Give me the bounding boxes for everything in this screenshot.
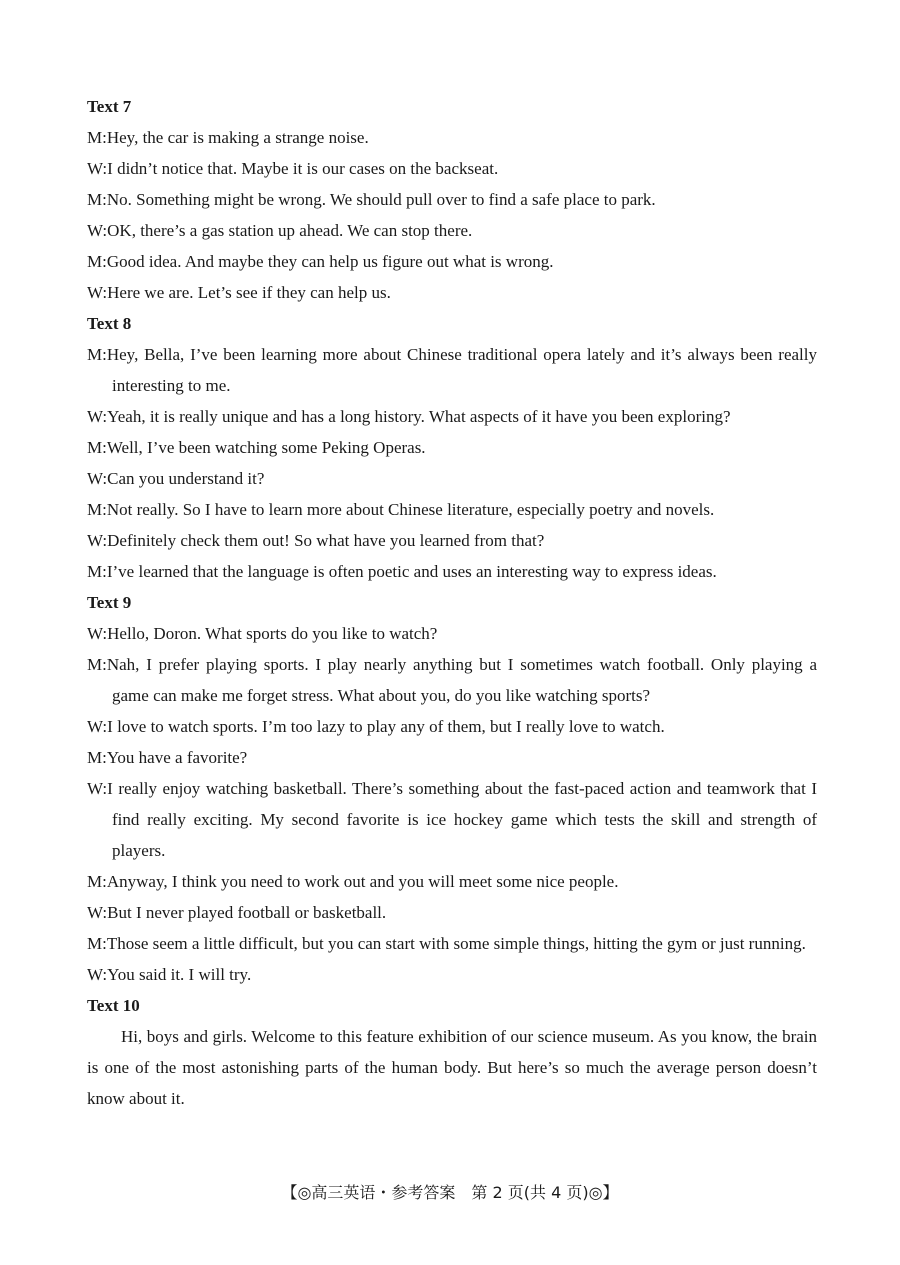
speaker: W [87,779,103,798]
speaker: M [87,562,103,581]
dialogue-line: M:I’ve learned that the language is often poetic and uses an interesting way to express ideas. [87,562,717,581]
utterance: I didn’t notice that. Maybe it is our cases on the backseat. [107,159,499,178]
page-footer: 【◎高三英语・参考答案 第 2 页(共 4 页)◎】 [281,1183,619,1202]
dialogue-line: W:Hello, Doron. What sports do you like to watch? [87,624,438,643]
dialogue-line: M:Anyway, I think you need to work out and you will meet some nice people. [87,872,619,891]
dialogue-line: W:But I never played football or basketball. [87,903,387,922]
speaker: W [87,717,103,736]
utterance: Hey, Bella, I’ve been learning more about Chinese traditional opera lately and it’s always been really interesting to me. [106,345,817,395]
dialogue-line: M:Good idea. And maybe they can help us figure out what is wrong. [87,252,554,271]
dialogue-line: W:Yeah, it is really unique and has a long history. What aspects of it have you been exploring? [87,407,731,426]
speaker: M [87,748,103,767]
speaker: W [87,221,103,240]
section-heading: Text 8 [87,314,132,333]
utterance: Anyway, I think you need to work out and you will meet some nice people. [106,872,619,891]
speaker: M [87,934,103,953]
dialogue-line: M:You have a favorite? [87,748,248,767]
speaker: W [87,531,103,550]
section-text-9 [87,587,817,990]
speaker: W [87,624,103,643]
dialogue-line: W:Can you understand it? [87,469,265,488]
speaker: M [87,872,103,891]
monologue-paragraph: Hi, boys and girls. Welcome to this feature exhibition of our science museum. As you know, the brain is one of the most astonishing parts of the human body. But here’s so much the average person doesn’t know about it. [87,1027,817,1108]
dialogue-line: W:OK, there’s a gas station up ahead. We can stop there. [87,221,473,240]
section-text-8 [87,308,817,587]
dialogue-line: W:You said it. I will try. [87,965,252,984]
speaker: W [87,965,103,984]
section-heading: Text 7 [87,97,132,116]
dialogue-line: W:Definitely check them out! So what have you learned from that? [87,531,545,550]
utterance: Yeah, it is really unique and has a long history. What aspects of it have you been exploring? [107,407,731,426]
utterance: I really enjoy watching basketball. There’s something about the fast-paced action and teamwork that I find really exciting. My second favorite is ice hockey game which tests the skill and strength of players. [107,779,817,860]
utterance: Good idea. And maybe they can help us figure out what is wrong. [106,252,554,271]
speaker: M [87,128,103,147]
speaker: W [87,903,103,922]
utterance: Not really. So I have to learn more about Chinese literature, especially poetry and novels. [106,500,715,519]
speaker: M [87,190,103,209]
dialogue-line: W:I love to watch sports. I’m too lazy to play any of them, but I really love to watch. [87,717,665,736]
utterance: OK, there’s a gas station up ahead. We can stop there. [107,221,473,240]
section-text-7 [87,91,817,308]
utterance: No. Something might be wrong. We should pull over to find a safe place to park. [106,190,656,209]
speaker: W [87,159,103,178]
utterance: You said it. I will try. [107,965,252,984]
dialogue-line: M:Those seem a little difficult, but you can start with some simple things, hitting the gym or just running. [87,934,806,953]
utterance: You have a favorite? [106,748,248,767]
dialogue-line: M:No. Something might be wrong. We should pull over to find a safe place to park. [87,190,656,209]
dialogue-line: W:Here we are. Let’s see if they can help us. [87,283,391,302]
dialogue-line: M:Hey, the car is making a strange noise. [87,128,369,147]
utterance: I love to watch sports. I’m too lazy to play any of them, but I really love to watch. [107,717,665,736]
speaker: W [87,469,103,488]
document-body [87,91,817,1114]
utterance: Hello, Doron. What sports do you like to watch? [107,624,438,643]
utterance: Definitely check them out! So what have you learned from that? [107,531,545,550]
utterance: Those seem a little difficult, but you can start with some simple things, hitting the gym or just running. [106,934,806,953]
dialogue-line: M:Not really. So I have to learn more about Chinese literature, especially poetry and novels. [87,500,715,519]
speaker: M [87,655,103,674]
dialogue-line: W:I didn’t notice that. Maybe it is our cases on the backseat. [87,159,499,178]
dialogue-line: M:Nah, I prefer playing sports. I play nearly anything but I sometimes watch football. Only playing a game can make me forget stress. What about you, do you like watching sports? [87,655,817,705]
speaker: M [87,252,103,271]
utterance: I’ve learned that the language is often poetic and uses an interesting way to express ideas. [106,562,717,581]
utterance: Can you understand it? [107,469,265,488]
utterance: But I never played football or basketball. [107,903,387,922]
speaker: W [87,407,103,426]
speaker: W [87,283,103,302]
utterance: Here we are. Let’s see if they can help us. [107,283,391,302]
utterance: Well, I’ve been watching some Peking Operas. [106,438,426,457]
utterance: Nah, I prefer playing sports. I play nearly anything but I sometimes watch football. Only playing a game can make me forget stress. What about you, do you like watching sports? [106,655,817,705]
speaker: M [87,500,103,519]
utterance: Hey, the car is making a strange noise. [106,128,369,147]
section-heading: Text 9 [87,593,132,612]
dialogue-line: M:Well, I’ve been watching some Peking Operas. [87,438,426,457]
section-text-10 [87,990,817,1114]
dialogue-line: M:Hey, Bella, I’ve been learning more about Chinese traditional opera lately and it’s always been really interesting to me. [87,345,817,395]
section-heading: Text 10 [87,996,140,1015]
speaker: M [87,345,103,364]
speaker: M [87,438,103,457]
dialogue-line: W:I really enjoy watching basketball. There’s something about the fast-paced action and teamwork that I find really exciting. My second favorite is ice hockey game which tests the skill and strength of players. [87,779,817,860]
